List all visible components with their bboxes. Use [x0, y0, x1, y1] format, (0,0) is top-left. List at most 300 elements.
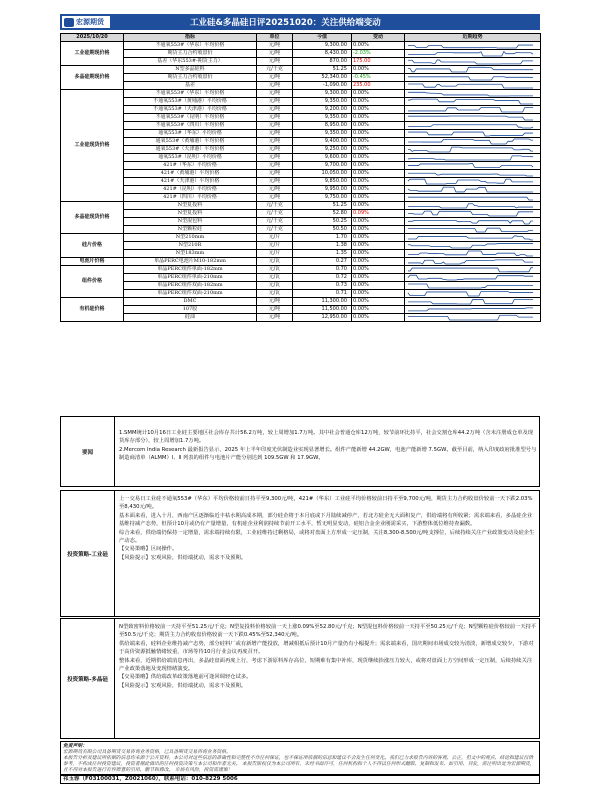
row-unit: 元/瓦 — [257, 265, 293, 273]
strategy-paragraph: 综合来看，供给端仍保持一定增量，需求端持续有限，工业硅维持过剩格局，或将对盘面上方形成一定压制，关注8,300-8,500元/吨支撑位，后续持续关注产业政策变动及硅企生产动态。 — [119, 529, 535, 545]
section-category: 多晶硅期现价格 — [61, 65, 124, 89]
table-row — [61, 241, 541, 249]
row-trend — [405, 161, 541, 169]
row-trend — [405, 297, 541, 305]
row-indicator: 基差（华东553#-期货主力） — [124, 57, 257, 65]
strategy-paragraph: N型致密料价格较前一天持平至51.25元/千克；N型复投料价格较前一天上涨0.09%至52.80元/千克；N型混包料价格较前一天持平至50.25元/千克；N型颗粒硅价格较前一天持平至50.5元/千克；期货主力合约收盘价格较前一天下跌0.45%至52,340元/吨。 — [119, 624, 537, 639]
section-category: 多晶硅现货价格 — [61, 201, 124, 233]
row-indicator: N型复投料 — [124, 209, 257, 217]
strategy-paragraph: 整体来看，近期供给端消息再出，多晶硅盘面再度上行，考虑下游原料库存高位，短期难有集中补库，现货继续抬涨压力较大，或将对盘面上方空间形成一定压制，后续持续关注产业政策落地及变现情绪演变。 — [119, 657, 533, 673]
news-section — [60, 416, 540, 487]
row-value: 9,350.00 — [293, 113, 352, 121]
row-trend — [405, 233, 541, 241]
table-row — [61, 289, 541, 297]
row-unit: 元/片 — [257, 233, 293, 241]
table-row — [61, 129, 541, 137]
row-trend — [405, 113, 541, 121]
trend-sparkline — [405, 178, 540, 185]
table-row — [61, 153, 541, 161]
trend-sparkline — [405, 314, 540, 321]
row-unit: 元/千克 — [257, 209, 293, 217]
trend-line — [408, 51, 533, 56]
table-row — [61, 65, 541, 73]
row-trend — [405, 193, 541, 201]
row-value: 52.80 — [293, 209, 352, 217]
row-trend — [405, 81, 541, 89]
row-unit: 元/吨 — [257, 169, 293, 177]
news-body — [119, 429, 537, 463]
row-value: -1,090.00 — [293, 81, 352, 89]
row-value: 9,950.00 — [293, 185, 352, 193]
trend-sparkline — [405, 50, 540, 57]
trend-sparkline — [405, 210, 540, 217]
row-trend — [405, 49, 541, 57]
price-table — [60, 33, 541, 322]
table-row — [61, 257, 541, 265]
trend-sparkline — [405, 274, 540, 281]
trend-sparkline — [405, 162, 540, 169]
logo-mark-icon — [64, 18, 74, 27]
row-change: 0.00% — [352, 129, 405, 137]
section-category: 工业硅现货价格 — [61, 89, 124, 201]
table-row — [61, 313, 541, 321]
trend-line — [408, 67, 533, 72]
row-change: 0.00% — [352, 305, 405, 313]
logo-text: 宏源期货 — [76, 18, 104, 26]
table-row — [61, 249, 541, 257]
table-row — [61, 225, 541, 233]
row-unit: 元/吨 — [257, 57, 293, 65]
row-unit: 元/吨 — [257, 81, 293, 89]
table-row — [61, 97, 541, 105]
row-unit: 元/吨 — [257, 305, 293, 313]
row-unit: 元/片 — [257, 249, 293, 257]
row-change: 0.00% — [352, 281, 405, 289]
header-trend: 近期趋势 — [405, 34, 541, 42]
trend-line — [408, 284, 533, 288]
row-value: 50.25 — [293, 217, 352, 225]
trend-line — [408, 76, 533, 79]
trend-line — [408, 187, 533, 192]
row-trend — [405, 273, 541, 281]
row-indicator: 不通氧553#（天津港）平均价格 — [124, 105, 257, 113]
row-trend — [405, 185, 541, 193]
row-unit: 元/千克 — [257, 201, 293, 209]
table-row — [61, 281, 541, 289]
row-value: 9,700.00 — [293, 161, 352, 169]
table-row — [61, 305, 541, 313]
row-change: 0.00% — [352, 97, 405, 105]
row-indicator: N型复投料 — [124, 201, 257, 209]
row-value: 9,300.00 — [293, 89, 352, 97]
row-change: -0.45% — [352, 73, 405, 81]
table-body — [61, 41, 541, 321]
trend-sparkline — [405, 58, 540, 65]
row-change: 0.00% — [352, 217, 405, 225]
disclaimer-line: 宏源期货有限公司具备期货交易咨询业务资格，已具备期货交易咨询业务资格。 — [63, 750, 231, 755]
row-indicator: 单晶PERC组件双面-210mm — [124, 289, 257, 297]
row-value: 1.35 — [293, 249, 352, 257]
row-trend — [405, 145, 541, 153]
trend-line — [408, 84, 533, 88]
trend-line — [408, 203, 533, 207]
row-trend — [405, 73, 541, 81]
strategy-polysilicon-label: 投资策略-多晶硅 — [61, 619, 115, 738]
trend-line — [408, 251, 533, 256]
row-unit: 元/吨 — [257, 73, 293, 81]
row-indicator: 不通氧553#（四川）平均价格 — [124, 121, 257, 129]
row-indicator: 通氧553#（天津港）平均价格 — [124, 145, 257, 153]
row-indicator: 421#（黄埔港）平均价格 — [124, 169, 257, 177]
trend-line — [408, 107, 533, 112]
trend-sparkline — [405, 194, 540, 201]
row-indicator: N型210mm — [124, 233, 257, 241]
table-row — [61, 193, 541, 201]
row-change: 0.00% — [352, 241, 405, 249]
row-indicator: 421#（昆明）平均价格 — [124, 185, 257, 193]
row-change: 235.00 — [352, 81, 405, 89]
header-date: 2025/10/20 — [61, 34, 124, 42]
row-value: 1.70 — [293, 233, 352, 241]
row-trend — [405, 265, 541, 273]
row-indicator: N型混包料 — [124, 217, 257, 225]
strategy-paragraph: 基本面来看，进入十月，西南产区逐渐临近丰枯水期高成本期，部分硅企将于本月底或下月陆续减停产，若北方硅企无大面积复产，供给端将有所收紧；需求端来看，多晶硅企业基维持减产态势，但预计10月或仍有产量增量，有机硅企业利润持续节前开工水平，暂无明显变动，硅铝合金企业刚需采买，下游整体低位维持查漏数。 — [119, 512, 533, 528]
trend-sparkline — [405, 226, 540, 233]
trend-line — [408, 139, 533, 144]
strategy-polysilicon-body — [119, 623, 537, 690]
table-row — [61, 185, 541, 193]
strategy-paragraph: 【风险提示】宏观风险，供给端扰动，需求不及预期。 — [119, 682, 247, 689]
row-change: 0.00% — [352, 41, 405, 49]
row-indicator: 硅油 — [124, 313, 257, 321]
trend-sparkline — [405, 258, 540, 265]
disclaimer-heading: 免责声明： — [63, 743, 87, 749]
row-value: 870.00 — [293, 57, 352, 65]
row-indicator: 421#（天津港）平均价格 — [124, 177, 257, 185]
table-row — [61, 113, 541, 121]
row-change: 0.00% — [352, 185, 405, 193]
trend-sparkline — [405, 122, 540, 129]
row-change: 0.00% — [352, 105, 405, 113]
trend-line — [408, 45, 533, 48]
row-change: 0.00% — [352, 265, 405, 273]
trend-sparkline — [405, 234, 540, 241]
table-row — [61, 217, 541, 225]
row-change: 0.00% — [352, 201, 405, 209]
row-unit: 元/千克 — [257, 65, 293, 73]
trend-sparkline — [405, 138, 540, 145]
trend-line — [408, 220, 533, 223]
row-indicator: 不通氧553#（昆明）平均价格 — [124, 113, 257, 121]
row-unit: 元/千克 — [257, 217, 293, 225]
row-change: 0.00% — [352, 289, 405, 297]
strategy-silicon-label: 投资策略-工业硅 — [61, 491, 115, 616]
row-value: 8,430.00 — [293, 49, 352, 57]
row-indicator: 107胶 — [124, 305, 257, 313]
row-indicator: 通氧553#（黄埔港）平均价格 — [124, 137, 257, 145]
row-value: 0.72 — [293, 273, 352, 281]
row-indicator: 期货主力合约收盘价 — [124, 49, 257, 57]
row-unit: 元/吨 — [257, 145, 293, 153]
row-trend — [405, 177, 541, 185]
table-row — [61, 105, 541, 113]
row-trend — [405, 225, 541, 233]
row-unit: 元/吨 — [257, 97, 293, 105]
trend-sparkline — [405, 250, 540, 257]
row-trend — [405, 97, 541, 105]
table-header-row — [61, 34, 541, 42]
trend-line — [408, 243, 533, 247]
news-label: 要闻 — [61, 417, 115, 486]
table-row — [61, 41, 541, 49]
row-trend — [405, 169, 541, 177]
row-indicator: 单晶PERC电池片M10-182mm — [124, 257, 257, 265]
row-indicator: 期货主力合约收盘价 — [124, 73, 257, 81]
row-change: 0.00% — [352, 177, 405, 185]
row-value: 0.27 — [293, 257, 352, 265]
header-indicator: 指标 — [124, 34, 257, 42]
trend-line — [408, 124, 533, 127]
row-trend — [405, 201, 541, 209]
trend-sparkline — [405, 106, 540, 113]
row-trend — [405, 257, 541, 265]
row-unit: 元/瓦 — [257, 289, 293, 297]
trend-line — [408, 99, 533, 104]
row-indicator: N型183mm — [124, 249, 257, 257]
row-trend — [405, 105, 541, 113]
trend-sparkline — [405, 218, 540, 225]
row-value: 11,300.00 — [293, 297, 352, 305]
row-value: 12,950.00 — [293, 313, 352, 321]
table-row — [61, 49, 541, 57]
trend-line — [408, 163, 533, 167]
row-indicator: 不通氧553#（黄埔港）平均价格 — [124, 97, 257, 105]
row-indicator: 基差 — [124, 81, 257, 89]
trend-sparkline — [405, 130, 540, 137]
row-indicator: DMC — [124, 297, 257, 305]
row-value: 9,600.00 — [293, 153, 352, 161]
row-change: 0.00% — [352, 145, 405, 153]
row-value: 9,300.00 — [293, 41, 352, 49]
row-change: -2.03% — [352, 49, 405, 57]
trend-sparkline — [405, 202, 540, 209]
row-indicator: N型210R — [124, 241, 257, 249]
row-unit: 元/吨 — [257, 49, 293, 57]
row-value: 9,400.00 — [293, 137, 352, 145]
row-unit: 元/吨 — [257, 105, 293, 113]
header-change: 变动 — [352, 34, 405, 42]
trend-sparkline — [405, 90, 540, 97]
trend-sparkline — [405, 298, 540, 305]
row-unit: 元/吨 — [257, 313, 293, 321]
row-change: 0.00% — [352, 169, 405, 177]
row-unit: 元/吨 — [257, 185, 293, 193]
table-row — [61, 145, 541, 153]
table-row — [61, 273, 541, 281]
trend-sparkline — [405, 82, 540, 89]
row-change: 0.00% — [352, 297, 405, 305]
table-row — [61, 57, 541, 65]
row-change: 0.00% — [352, 313, 405, 321]
row-trend — [405, 281, 541, 289]
row-indicator: 421#（四川）平均价格 — [124, 193, 257, 201]
row-value: 9,250.00 — [293, 145, 352, 153]
trend-sparkline — [405, 282, 540, 289]
row-change: 0.00% — [352, 233, 405, 241]
disclaimer — [60, 741, 540, 775]
section-category: 组件价格 — [61, 265, 124, 297]
strategy-polysilicon-section — [60, 618, 540, 739]
row-change: 0.00% — [352, 121, 405, 129]
row-trend — [405, 249, 541, 257]
row-change: 0.00% — [352, 273, 405, 281]
trend-sparkline — [405, 290, 540, 297]
row-indicator: 421#（华东）平均价格 — [124, 161, 257, 169]
trend-sparkline — [405, 154, 540, 161]
row-unit: 元/吨 — [257, 89, 293, 97]
strategy-paragraph: 【交易策略】区间操作。 — [119, 546, 178, 553]
row-trend — [405, 65, 541, 73]
disclaimer-line: 本报告版权仅为本公司所有，未经书面许可，任何机构和个人不得以任何形式翻版、复制和发布。如引用、刊发，需注明出处为宏源期货，且不得对本报告进行有悖原意的引用、删节和修改。 — [63, 762, 535, 773]
strategy-paragraph: 上一交易日工业硅不通氧553#（华东）平均价格较前日持平至9,300元/吨，421#（华东）工业硅平均价格较前日持平至9,700元/吨，期货主力合约收盘价较前一天下跌2.03%至8,430元/吨。 — [119, 496, 533, 511]
trend-sparkline — [405, 66, 540, 73]
row-unit: 元/吨 — [257, 113, 293, 121]
row-unit: 元/吨 — [257, 41, 293, 49]
row-trend — [405, 121, 541, 129]
row-value: 0.71 — [293, 289, 352, 297]
trend-sparkline — [405, 186, 540, 193]
table-row — [61, 177, 541, 185]
row-unit: 元/瓦 — [257, 281, 293, 289]
trend-line — [408, 299, 533, 304]
row-value: 9,350.00 — [293, 97, 352, 105]
report-page — [60, 14, 540, 784]
row-indicator: 单晶PERC组件双面-182mm — [124, 281, 257, 289]
row-unit: 元/吨 — [257, 177, 293, 185]
news-paragraph: 2.Mercom India Research 最新报告显示，2025 年上半年印度光伏制造业实现显著增长。组件产能新增 44.2GW，电池产能新增 7.5GW。截至目前，纳入印度政府批准型号与制造商清单（ALMM）Ⅰ、Ⅱ 列表的组件与电池片产能分别达到 109.5GW 和 17.9GW。 — [119, 446, 537, 462]
row-value: 9,750.00 — [293, 193, 352, 201]
trend-line — [408, 267, 533, 271]
row-change: 0.00% — [352, 153, 405, 161]
strategy-silicon-body — [119, 495, 537, 562]
trend-sparkline — [405, 170, 540, 177]
row-trend — [405, 305, 541, 313]
row-trend — [405, 313, 541, 321]
strategy-paragraph: 【风险提示】宏观风险，供给端扰动，需求不及预期。 — [119, 554, 247, 561]
trend-sparkline — [405, 266, 540, 273]
row-change: 0.00% — [352, 89, 405, 97]
trend-line — [408, 147, 533, 152]
table-row — [61, 169, 541, 177]
trend-line — [408, 315, 533, 320]
row-unit: 元/吨 — [257, 153, 293, 161]
row-unit: 元/片 — [257, 241, 293, 249]
row-change: 0.00% — [352, 137, 405, 145]
table-row — [61, 233, 541, 241]
trend-sparkline — [405, 74, 540, 81]
row-unit: 元/吨 — [257, 129, 293, 137]
row-indicator: N型颗粒硅 — [124, 225, 257, 233]
table-row — [61, 201, 541, 209]
row-unit: 元/吨 — [257, 137, 293, 145]
row-trend — [405, 153, 541, 161]
report-title: 工业硅&多晶硅日评20251020：关注供给端变动 — [190, 18, 381, 28]
row-trend — [405, 241, 541, 249]
row-value: 9,850.00 — [293, 177, 352, 185]
row-trend — [405, 129, 541, 137]
trend-line — [408, 228, 533, 232]
table-row — [61, 297, 541, 305]
row-value: 51.25 — [293, 65, 352, 73]
trend-line — [408, 60, 533, 64]
row-trend — [405, 217, 541, 225]
row-value: 50.50 — [293, 225, 352, 233]
row-unit: 元/瓦 — [257, 257, 293, 265]
table-row — [61, 265, 541, 273]
disclaimer-line: 市场有风险，投资需谨慎！ — [174, 768, 233, 773]
row-change: 0.00% — [352, 193, 405, 201]
row-unit: 元/吨 — [257, 193, 293, 201]
table-row — [61, 209, 541, 217]
row-change: 0.00% — [352, 113, 405, 121]
trend-line — [408, 132, 533, 136]
row-value: 0.73 — [293, 281, 352, 289]
trend-sparkline — [405, 306, 540, 313]
row-value: 9,350.00 — [293, 129, 352, 137]
news-paragraph: 1.SMM统计10月16日工业硅主要地区社会库存共计56.2万吨，较上周增加1.7万吨。其中社会普通仓库12万吨，较节前环比持平，社会交割仓库44.2万吨（含未注册成仓单及现货库存部分），较上周增加1.7万吨。 — [119, 430, 534, 445]
disclaimer-line: 本报告分析及建议所依据的信息均来源于公开资料，本公司对这些信息的准确性和完整性不作任何保证，也不保证所依据的信息和建议不会发生任何变化。我们已力求报告内容的客观、公正，但文中的观点、结论和建议仅供参考，不构成任何投资建议，投资者据此做出的任何投资决策与本公司和作者无关。 — [63, 756, 534, 767]
section-category: 有机硅价格 — [61, 297, 124, 321]
row-change: 0.00% — [352, 225, 405, 233]
table-row — [61, 81, 541, 89]
row-indicator: N型多晶硅料 — [124, 65, 257, 73]
row-trend — [405, 89, 541, 97]
row-change: 0.00% — [352, 65, 405, 73]
report-header — [60, 14, 540, 30]
table-row — [61, 161, 541, 169]
section-category: 电池片价格 — [61, 257, 124, 265]
row-unit: 元/千克 — [257, 225, 293, 233]
trend-line — [408, 275, 533, 280]
strategy-silicon-section — [60, 490, 540, 617]
row-change: 0.00% — [352, 161, 405, 169]
row-unit: 元/吨 — [257, 121, 293, 129]
trend-sparkline — [405, 42, 540, 49]
analyst-contact: 祁玉蓉（F03100031，Z0021060），联系电话：010-8229 5006 — [60, 775, 540, 784]
row-change: 0.00% — [352, 257, 405, 265]
table-row — [61, 89, 541, 97]
strategy-paragraph: 供给端来看，硅料企业维持减产态势，部分硅料厂或有新增产能投放，增减相抵后预计10月产量仍有小幅提升；需求端来看，国庆期间市场成交较为清淡，新增成交较少，下游对于高价资源抵触情绪较重，市场等待10月行业会议再度召开。 — [119, 640, 534, 656]
row-value: 52,340.00 — [293, 73, 352, 81]
row-change: 175.00 — [352, 57, 405, 65]
row-value: 1.38 — [293, 241, 352, 249]
trend-line — [408, 92, 533, 96]
section-category: 硅片价格 — [61, 233, 124, 257]
trend-line — [408, 260, 533, 264]
row-indicator: 单晶PERC组件单面-182mm — [124, 265, 257, 273]
row-indicator: 通氧553#（昆明）平均价格 — [124, 153, 257, 161]
trend-sparkline — [405, 98, 540, 105]
table-row — [61, 137, 541, 145]
row-unit: 元/吨 — [257, 161, 293, 169]
row-value: 11,500.00 — [293, 305, 352, 313]
trend-sparkline — [405, 146, 540, 153]
row-unit: 元/瓦 — [257, 273, 293, 281]
trend-sparkline — [405, 114, 540, 121]
row-trend — [405, 41, 541, 49]
strategy-paragraph: 【交易策略】供给端改革政策落地前可逢回调轻仓试多。 — [119, 674, 252, 681]
row-trend — [405, 289, 541, 297]
